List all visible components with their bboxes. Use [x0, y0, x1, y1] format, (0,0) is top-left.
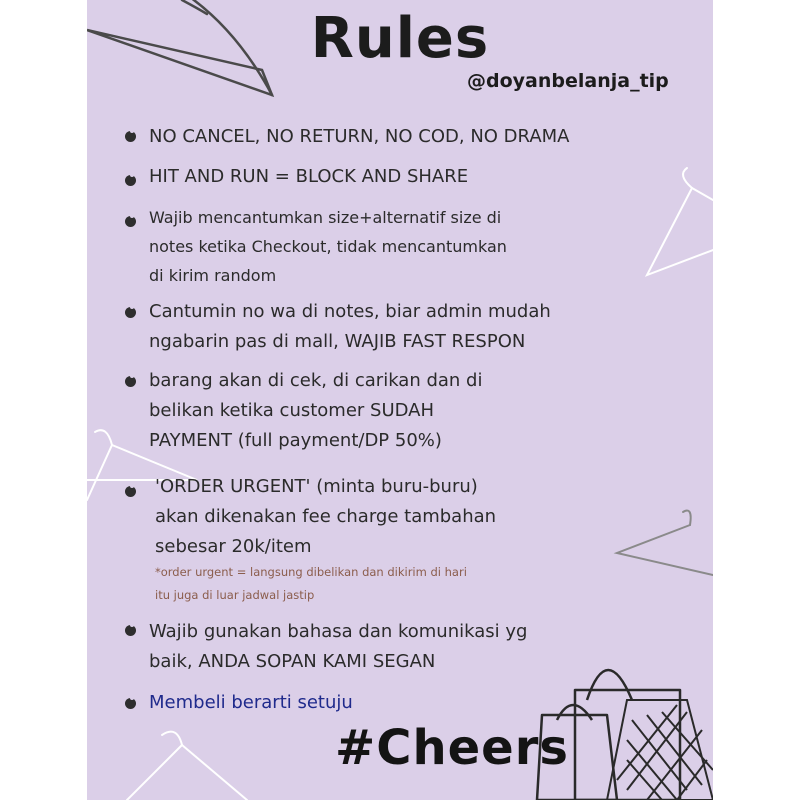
bullet-icon: [125, 216, 136, 227]
bullet-icon: [125, 307, 136, 318]
rule-text: barang akan di cek, di carikan dan di belikan ketika customer SUDAH PAYMENT (full payment/DP 50%): [149, 370, 483, 451]
closing-hashtag: #Cheers: [335, 720, 569, 776]
rule-text: Cantumin no wa di notes, biar admin mudah ngabarin pas di mall, WAJIB FAST RESPON: [149, 301, 551, 352]
bullet-icon: [125, 376, 136, 387]
rule-text: 'ORDER URGENT' (minta buru-buru) akan dikenakan fee charge tambahan sebesar 20k/item: [155, 476, 497, 557]
rule-text: HIT AND RUN = BLOCK AND SHARE: [149, 166, 469, 187]
bullet-icon: [125, 486, 136, 497]
hanger-icon: [647, 168, 713, 275]
urgent-note: *order urgent = langsung dibelikan dan dikirim di hari itu juga di luar jadwal jastip: [155, 565, 467, 602]
bullet-icon: [125, 175, 136, 186]
rule-text: NO CANCEL, NO RETURN, NO COD, NO DRAMA: [149, 126, 570, 147]
instagram-handle: @doyanbelanja_tip: [467, 70, 669, 92]
hanger-icon: [127, 732, 247, 800]
rule-text: Membeli berarti setuju: [149, 692, 353, 713]
bullet-icon: [125, 131, 136, 142]
rule-text: Wajib mencantumkan size+alternatif size di notes ketika Checkout, tidak mencantumkan di kirim random: [149, 208, 507, 285]
shopping-bag-icon: [607, 700, 713, 800]
page-title: Rules: [310, 6, 490, 71]
rules-poster: [87, 0, 713, 800]
bullet-icon: [125, 625, 136, 636]
bullet-icon: [125, 698, 136, 709]
rule-text: Wajib gunakan bahasa dan komunikasi yg baik, ANDA SOPAN KAMI SEGAN: [149, 621, 528, 672]
